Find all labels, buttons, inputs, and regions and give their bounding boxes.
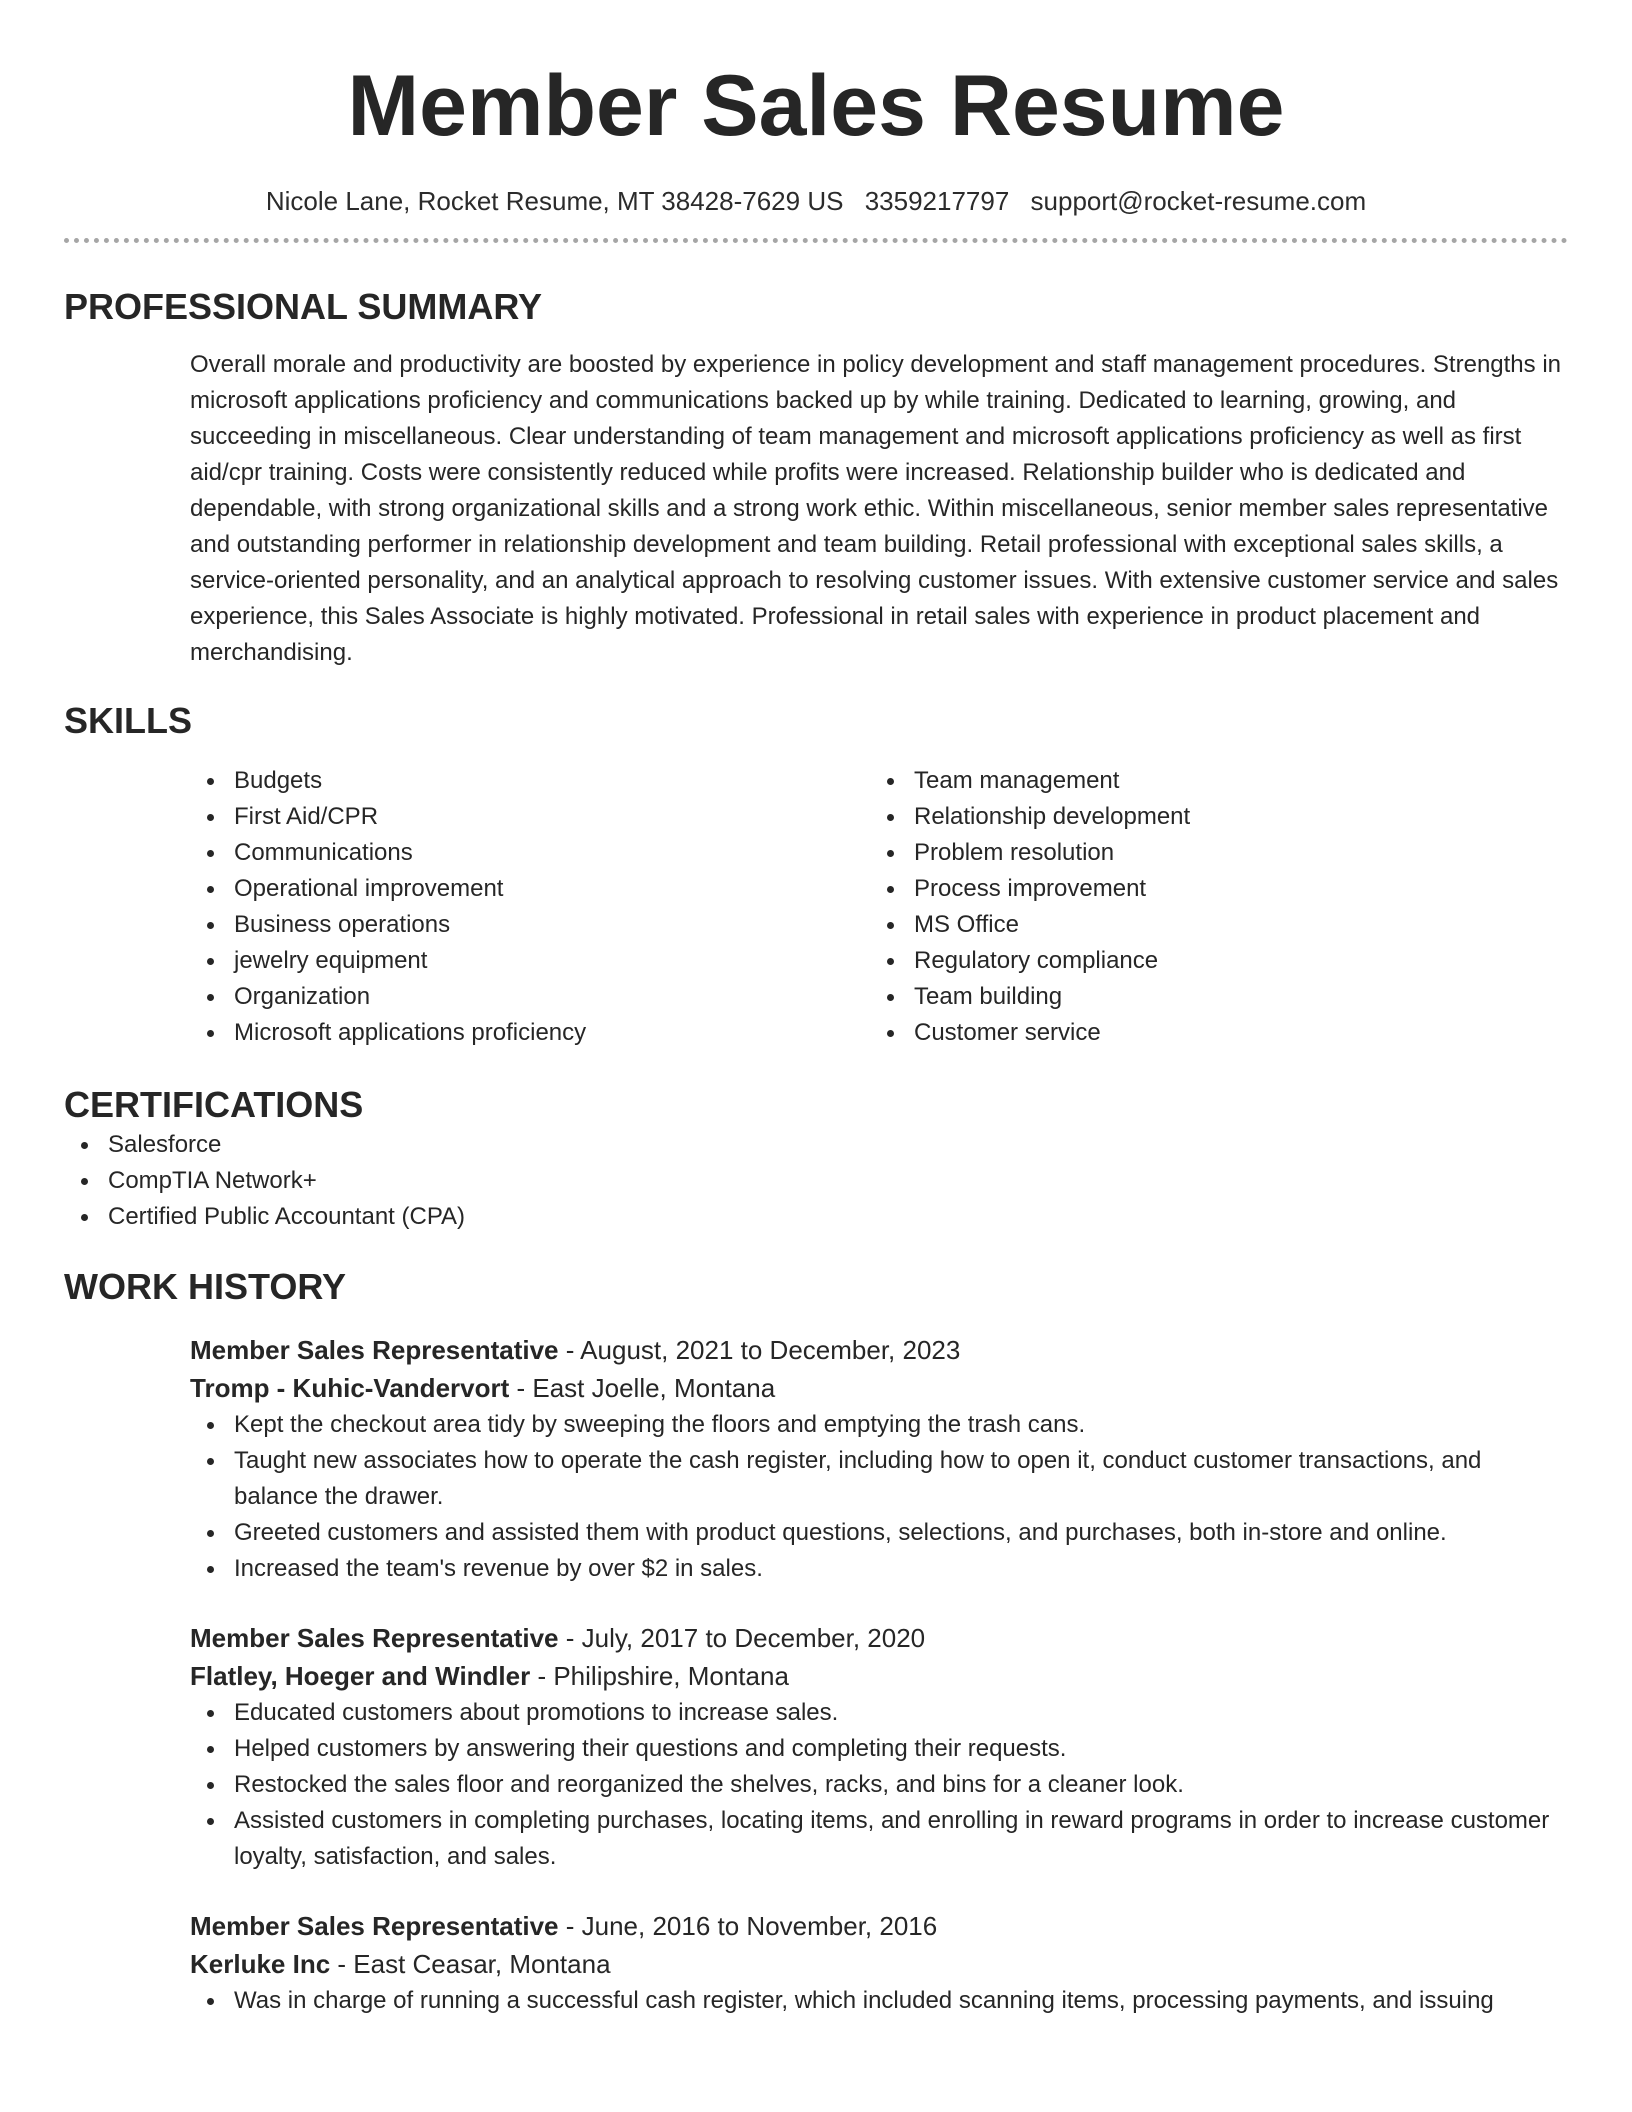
skill-item: MS Office <box>870 907 1550 943</box>
skill-item: Regulatory compliance <box>870 943 1550 979</box>
job-task-list <box>190 1695 1568 1875</box>
certifications-heading: CERTIFICATIONS <box>64 1084 364 1125</box>
skill-item: Problem resolution <box>870 835 1550 871</box>
job-title-line <box>190 1907 1568 1945</box>
skill-item: Organization <box>190 979 870 1015</box>
job-company: Flatley, Hoeger and Windler <box>190 1661 531 1691</box>
skill-item: jewelry equipment <box>190 943 870 979</box>
certification-item: Certified Public Accountant (CPA) <box>64 1199 1568 1235</box>
resume-title: Member Sales Resume <box>347 58 1285 154</box>
skill-item: Business operations <box>190 907 870 943</box>
job-title: Member Sales Representative <box>190 1911 559 1941</box>
header-divider <box>64 238 1568 243</box>
skill-item: Operational improvement <box>190 871 870 907</box>
skill-item: Team building <box>870 979 1550 1015</box>
job-title: Member Sales Representative <box>190 1623 559 1653</box>
job-company-line <box>190 1369 1568 1407</box>
contact-phone: 3359217797 <box>864 186 1010 216</box>
skills-list-left <box>190 763 870 1051</box>
job-company-line <box>190 1945 1568 1983</box>
work-history-heading: WORK HISTORY <box>64 1266 347 1307</box>
job-dates: - June, 2016 to November, 2016 <box>558 1911 938 1941</box>
skills-column-left <box>190 763 870 1051</box>
skills-list-right <box>870 763 1550 1051</box>
skill-item: Communications <box>190 835 870 871</box>
contact-address: Nicole Lane, Rocket Resume, MT 38428-7629 US <box>265 186 844 216</box>
job-task: Greeted customers and assisted them with product questions, selections, and purchases, both in-store and online. <box>190 1515 1568 1551</box>
job-company: Kerluke Inc <box>190 1949 331 1979</box>
job-title: Member Sales Representative <box>190 1335 559 1365</box>
job-entry <box>190 1331 1568 1587</box>
job-task: Helped customers by answering their questions and completing their requests. <box>190 1731 1568 1767</box>
job-task-list <box>190 1407 1568 1587</box>
skill-item: Team management <box>870 763 1550 799</box>
job-task: Taught new associates how to operate the cash register, including how to open it, conduct customer transactions, and balance the drawer. <box>190 1443 1568 1515</box>
contact-email: support@rocket-resume.com <box>1030 186 1367 216</box>
job-task-list <box>190 1983 1568 2019</box>
job-task: Educated customers about promotions to increase sales. <box>190 1695 1568 1731</box>
skill-item: Customer service <box>870 1015 1550 1051</box>
skill-item: Microsoft applications proficiency <box>190 1015 870 1051</box>
job-task: Increased the team's revenue by over $2 in sales. <box>190 1551 1568 1587</box>
skills-heading: SKILLS <box>64 700 193 741</box>
job-entry <box>190 1907 1568 2019</box>
contact-line <box>64 184 1568 218</box>
job-task: Kept the checkout area tidy by sweeping the floors and emptying the trash cans. <box>190 1407 1568 1443</box>
job-task: Restocked the sales floor and reorganized the shelves, racks, and bins for a cleaner look. <box>190 1767 1568 1803</box>
skills-columns <box>190 763 1568 1051</box>
job-location: - East Joelle, Montana <box>509 1373 776 1403</box>
certifications-list <box>64 1127 1568 1235</box>
job-location: - Philipshire, Montana <box>530 1661 789 1691</box>
job-dates: - July, 2017 to December, 2020 <box>558 1623 926 1653</box>
job-dates: - August, 2021 to December, 2023 <box>558 1335 961 1365</box>
certification-item: Salesforce <box>64 1127 1568 1163</box>
work-history-section <box>64 1265 1568 2019</box>
job-company-line <box>190 1657 1568 1695</box>
job-location: - East Ceasar, Montana <box>330 1949 611 1979</box>
skills-section <box>64 699 1568 1051</box>
job-task: Was in charge of running a successful cash register, which included scanning items, processing payments, and issuing <box>190 1983 1568 2019</box>
summary-heading: PROFESSIONAL SUMMARY <box>64 286 543 327</box>
certification-item: CompTIA Network+ <box>64 1163 1568 1199</box>
summary-section <box>64 285 1568 671</box>
skill-item: Relationship development <box>870 799 1550 835</box>
certifications-section <box>64 1083 1568 1235</box>
job-company: Tromp - Kuhic-Vandervort <box>190 1373 510 1403</box>
skill-item: First Aid/CPR <box>190 799 870 835</box>
job-task: Assisted customers in completing purchases, locating items, and enrolling in reward programs in order to increase customer loyalty, satisfaction, and sales. <box>190 1803 1568 1875</box>
skill-item: Budgets <box>190 763 870 799</box>
job-title-line <box>190 1331 1568 1369</box>
summary-text: Overall morale and productivity are boosted by experience in policy development and staff management procedures. Strengths in microsoft applications proficiency and communications backed up by while training. Dedicated to learning, growing, and succeeding in miscellaneous. Clear understanding of team management and microsoft applications proficiency as well as first aid/cpr training. Costs were consistently reduced while profits were increased. Relationship builder who is dedicated and dependable, with strong organizational skills and a strong work ethic. Within miscellaneous, senior member sales representative and outstanding performer in relationship development and team building. Retail professional with exceptional sales skills, a service-oriented personality, and an analytical approach to resolving customer issues. With extensive customer service and sales experience, this Sales Associate is highly motivated. Professional in retail sales with experience in product placement and merchandising. <box>190 351 1561 666</box>
skills-column-right <box>870 763 1550 1051</box>
skill-item: Process improvement <box>870 871 1550 907</box>
job-entry <box>190 1619 1568 1875</box>
job-title-line <box>190 1619 1568 1657</box>
